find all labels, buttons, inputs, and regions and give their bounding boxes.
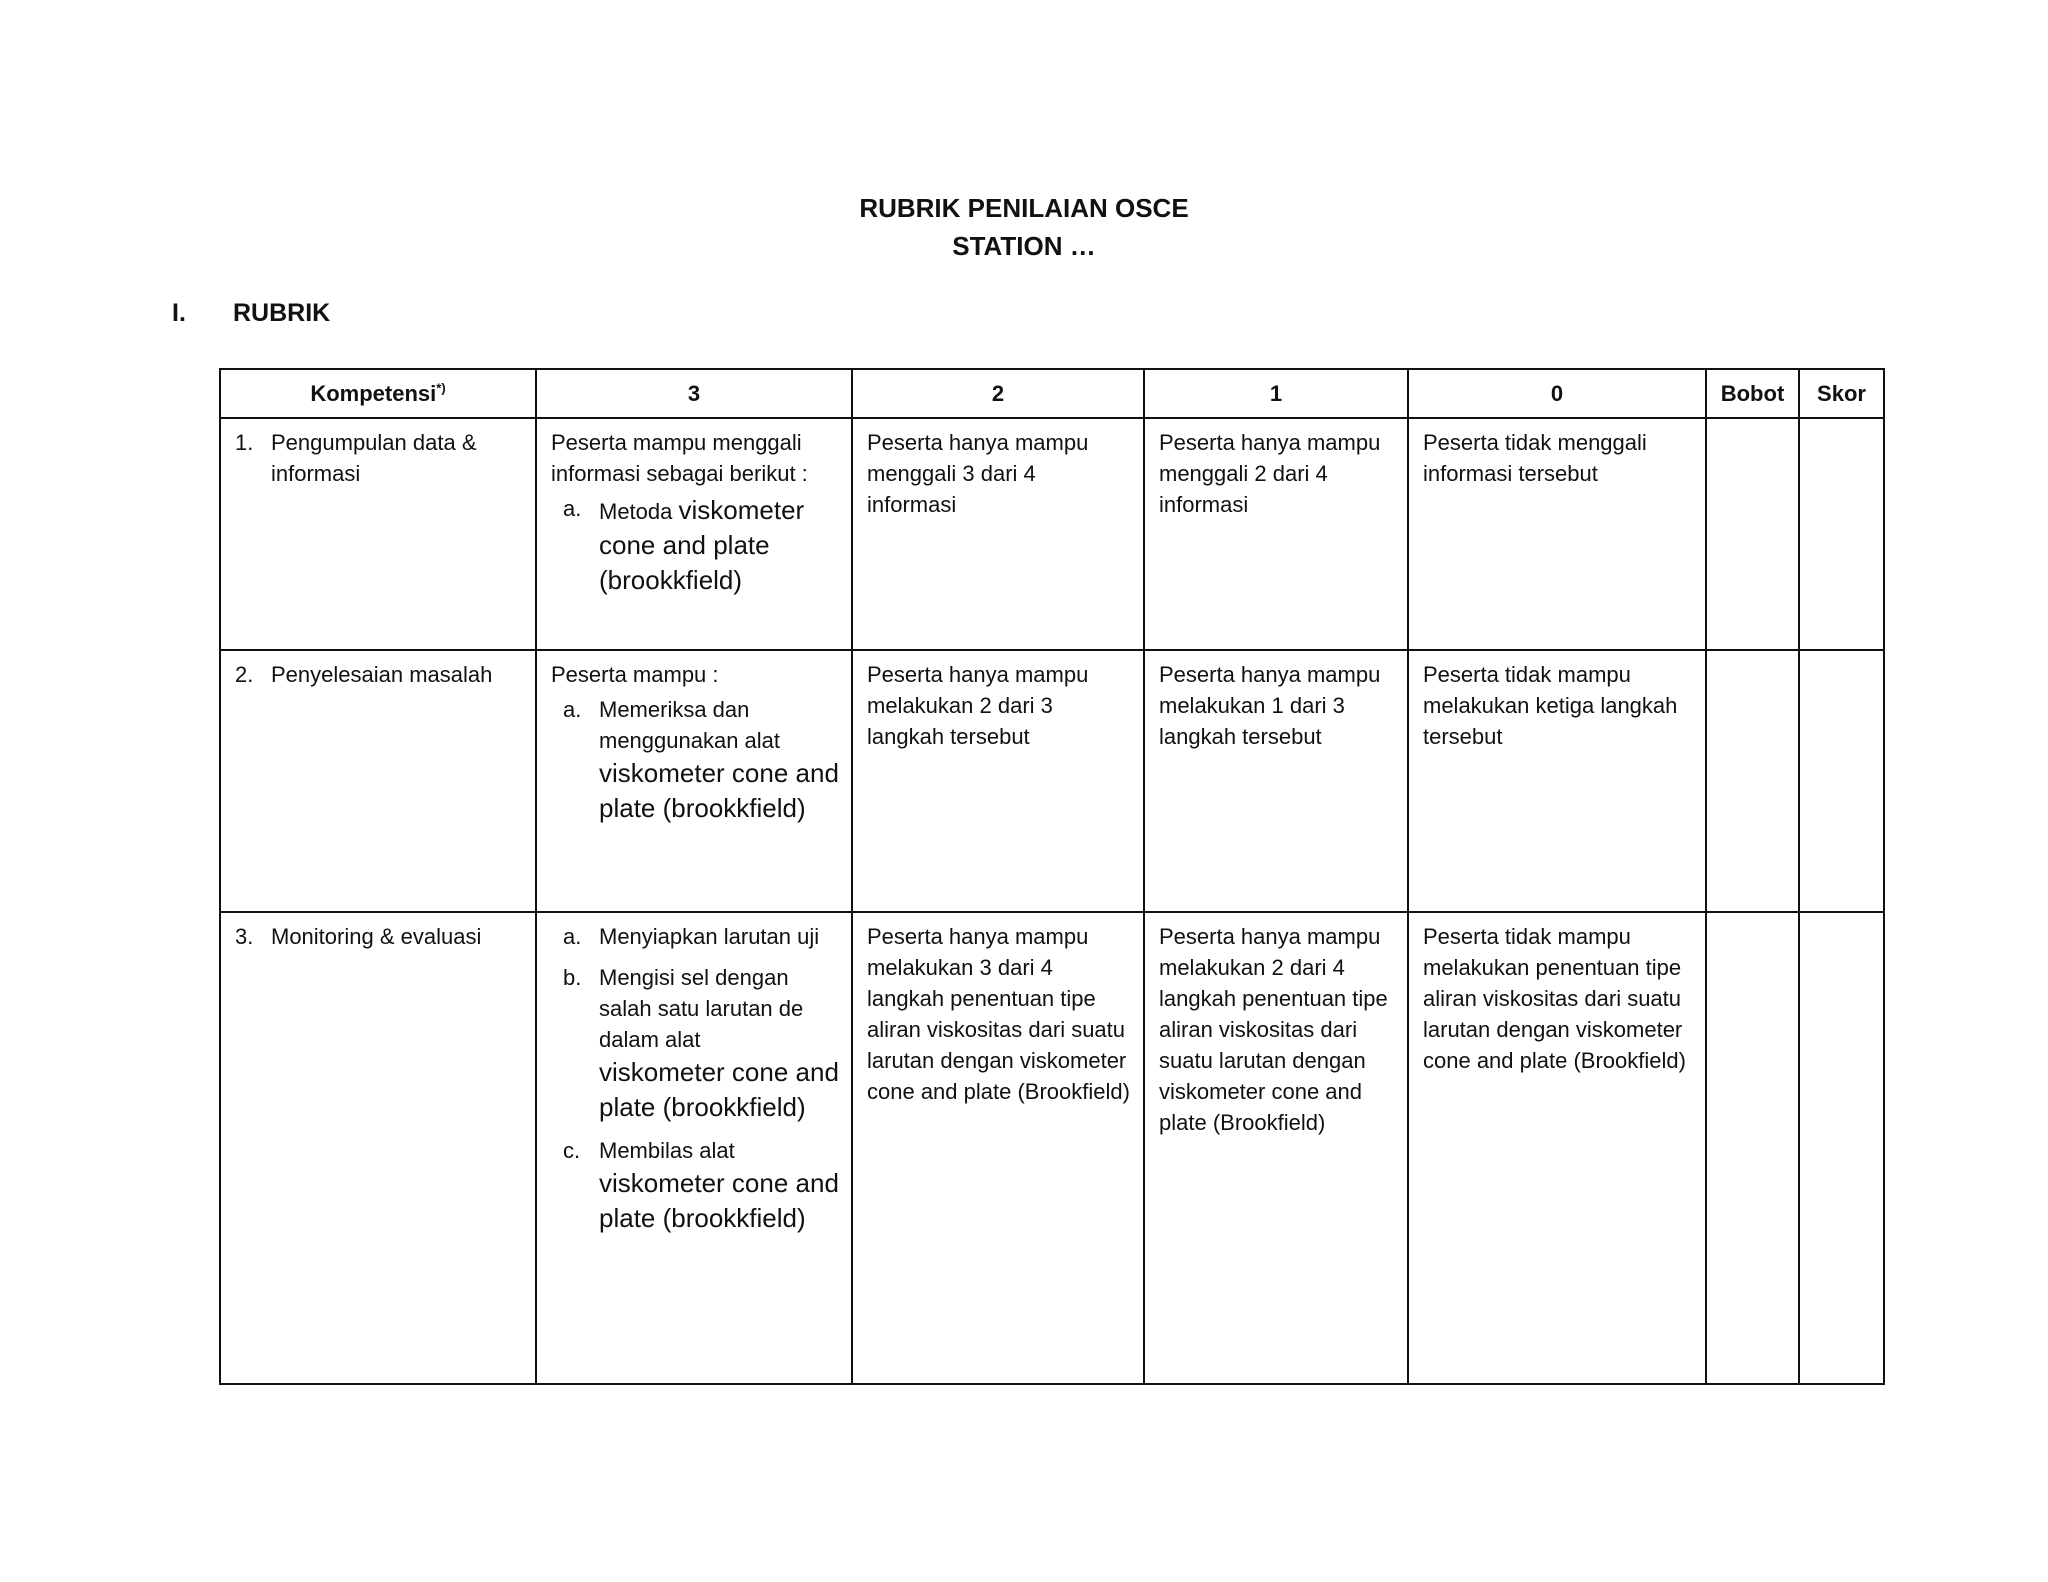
score-3-list: [551, 921, 839, 1236]
bobot-cell[interactable]: [1706, 650, 1799, 912]
list-item-instrument: viskometer cone and plate (brookkfield): [599, 495, 805, 595]
score-0-cell: Peserta tidak menggali informasi tersebut: [1408, 418, 1706, 650]
header-score-0: 0: [1408, 369, 1706, 418]
list-item: [551, 694, 839, 826]
list-item-instrument: viskometer cone and plate (brookkfield): [599, 758, 839, 823]
document-title: RUBRIK PENILAIAN OSCE: [859, 193, 1189, 223]
list-item-lead: Membilas alat: [599, 1138, 735, 1163]
score-1-cell: Peserta hanya mampu menggali 2 dari 4 informasi: [1144, 418, 1408, 650]
list-item: [551, 1135, 839, 1236]
score-2-cell: Peserta hanya mampu menggali 3 dari 4 informasi: [852, 418, 1144, 650]
list-item: [551, 962, 839, 1125]
score-3-cell: [536, 912, 852, 1384]
score-3-list: [551, 694, 839, 826]
list-letter: a.: [563, 496, 582, 521]
kompetensi-cell: [220, 418, 536, 650]
table-row: [220, 418, 1884, 650]
row-number: 2.: [235, 662, 254, 687]
table-row: [220, 650, 1884, 912]
list-item-lead: Metoda: [599, 499, 679, 524]
section-heading: [172, 296, 330, 330]
kompetensi-cell: [220, 912, 536, 1384]
section-label: RUBRIK: [233, 299, 331, 327]
list-letter: a.: [563, 697, 582, 722]
list-item-instrument: viskometer cone and plate (brookkfield): [599, 1057, 839, 1122]
kompetensi-label: Monitoring & evaluasi: [271, 924, 482, 949]
score-2-cell: Peserta hanya mampu melakukan 3 dari 4 langkah penentuan tipe aliran viskositas dari suatu larutan dengan viskometer cone and plate (Brookfield): [852, 912, 1144, 1384]
kompetensi-cell: [220, 650, 536, 912]
skor-cell[interactable]: [1799, 650, 1884, 912]
list-letter: b.: [563, 965, 582, 990]
kompetensi-label: Pengumpulan data & informasi: [271, 430, 477, 486]
list-letter: c.: [563, 1138, 581, 1163]
list-item-lead: Mengisi sel dengan salah satu larutan de dalam alat: [599, 965, 804, 1052]
table-header-row: [220, 369, 1884, 418]
score-3-intro: Peserta mampu menggali informasi sebagai berikut :: [551, 430, 808, 486]
score-3-cell: [536, 418, 852, 650]
score-2-cell: Peserta hanya mampu melakukan 2 dari 3 langkah tersebut: [852, 650, 1144, 912]
table-row: [220, 912, 1884, 1384]
score-0-cell: Peserta tidak mampu melakukan ketiga langkah tersebut: [1408, 650, 1706, 912]
header-kompetensi: Kompetensi*): [220, 369, 536, 418]
header-kompetensi-footnote: *): [436, 380, 446, 396]
list-item: [551, 493, 839, 598]
document-subtitle: STATION …: [952, 231, 1096, 261]
list-item: [551, 921, 839, 952]
skor-cell[interactable]: [1799, 418, 1884, 650]
score-1-cell: Peserta hanya mampu melakukan 1 dari 3 langkah tersebut: [1144, 650, 1408, 912]
header-score-3: 3: [536, 369, 852, 418]
bobot-cell[interactable]: [1706, 418, 1799, 650]
score-3-list: [551, 493, 839, 598]
skor-cell[interactable]: [1799, 912, 1884, 1384]
section-number: I.: [172, 299, 186, 327]
row-number: 1.: [235, 430, 254, 455]
score-3-intro: Peserta mampu :: [551, 662, 719, 687]
list-item-instrument: viskometer cone and plate (brookkfield): [599, 1168, 839, 1233]
kompetensi-label: Penyelesaian masalah: [271, 662, 493, 687]
bobot-cell[interactable]: [1706, 912, 1799, 1384]
header-score-2: 2: [852, 369, 1144, 418]
list-letter: a.: [563, 924, 582, 949]
header-skor: Skor: [1799, 369, 1884, 418]
score-0-cell: Peserta tidak mampu melakukan penentuan tipe aliran viskositas dari suatu larutan dengan viskometer cone and plate (Brookfield): [1408, 912, 1706, 1384]
rubric-table: [219, 368, 1885, 1385]
score-3-cell: [536, 650, 852, 912]
score-1-cell: Peserta hanya mampu melakukan 2 dari 4 langkah penentuan tipe aliran viskositas dari suatu larutan dengan viskometer cone and plate (Brookfield): [1144, 912, 1408, 1384]
list-item-lead: Menyiapkan larutan uji: [599, 924, 820, 949]
header-score-1: 1: [1144, 369, 1408, 418]
header-bobot: Bobot: [1706, 369, 1799, 418]
list-item-lead: Memeriksa dan menggunakan alat: [599, 697, 781, 753]
row-number: 3.: [235, 924, 254, 949]
